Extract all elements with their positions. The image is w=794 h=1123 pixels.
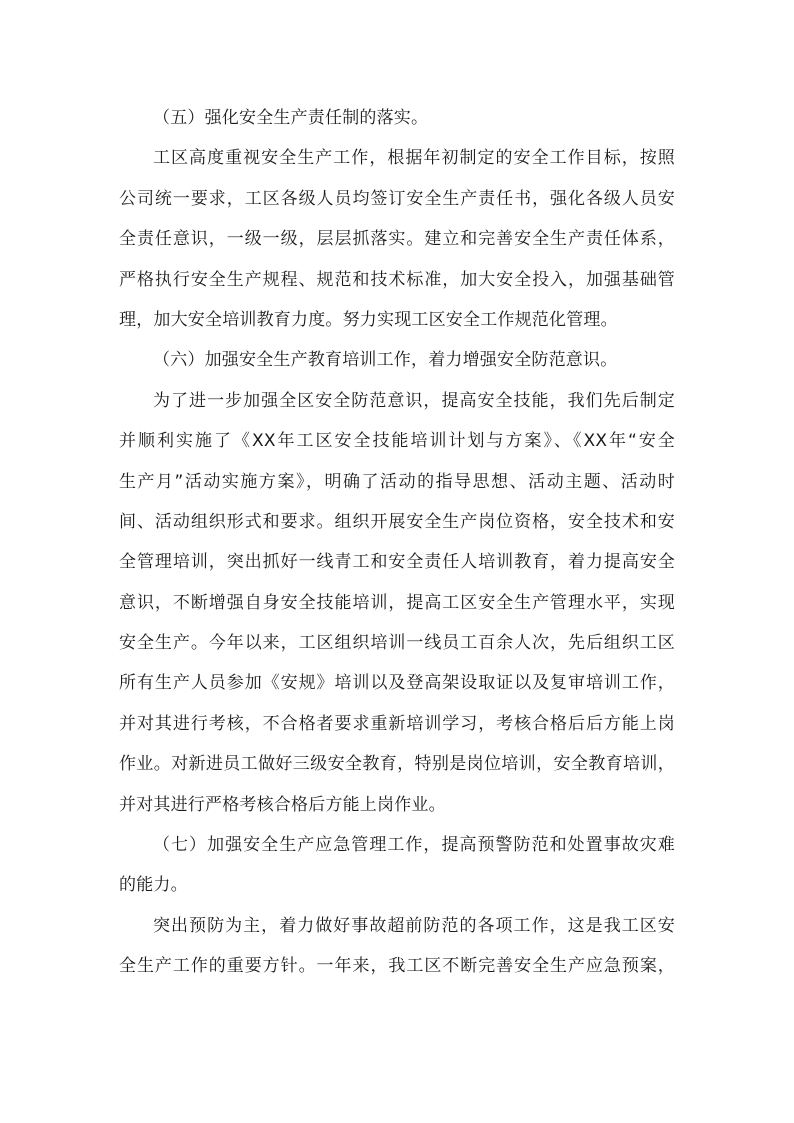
paragraph-line: 意识，不断增强自身安全技能培训，提高工区安全生产管理水平，实现	[119, 592, 675, 613]
paragraph-line: 理，加大安全培训教育力度。努力实现工区安全工作规范化管理。	[119, 309, 618, 330]
paragraph-line: 并顺利实施了《XX年工区安全技能培训计划与方案》、《XX年“安全	[119, 431, 675, 452]
paragraph-line: 全责任意识，一级一级，层层抓落实。建立和完善安全生产责任体系，	[119, 229, 675, 250]
paragraph-line: 安全生产。今年以来，工区组织培训一线员工百余人次，先后组织工区	[119, 633, 675, 654]
paragraph-line: 严格执行安全生产规程、规范和技术标准，加大安全投入，加强基础管	[119, 269, 675, 290]
paragraph-line: 全管理培训，突出抓好一线青工和安全责任人培训教育，着力提高安全	[119, 552, 675, 573]
paragraph-line: 为了进一步加强全区安全防范意识，提高安全技能，我们先后制定	[153, 390, 675, 411]
paragraph-line: 全生产工作的重要方针。一年来，我工区不断完善安全生产应急预案，	[119, 956, 675, 977]
paragraph-line: 间、活动组织形式和要求。组织开展安全生产岗位资格，安全技术和安	[119, 511, 675, 532]
paragraph-line: 作业。对新进员工做好三级安全教育，特别是岗位培训，安全教育培训，	[119, 754, 675, 775]
paragraph-line: 并对其进行考核，不合格者要求重新培训学习，考核合格后后方能上岗	[119, 713, 675, 734]
paragraph-line: 所有生产人员参加《安规》培训以及登高架设取证以及复审培训工作，	[119, 673, 675, 694]
paragraph-line: 突出预防为主，着力做好事故超前防范的各项工作，这是我工区安	[153, 915, 675, 936]
paragraph-line: 并对其进行严格考核合格后方能上岗作业。	[119, 794, 446, 815]
section-heading-7-continued: 的能力。	[119, 875, 188, 896]
document-page	[119, 98, 675, 987]
section-heading-5: （五）强化安全生产责任制的落实。	[153, 108, 429, 128]
section-heading-6: （六）加强安全生产教育培训工作，着力增强安全防范意识。	[153, 350, 618, 371]
paragraph-line: 公司统一要求，工区各级人员均签订安全生产责任书，强化各级人员安	[119, 188, 675, 209]
paragraph-line: 工区高度重视安全生产工作，根据年初制定的安全工作目标，按照	[153, 148, 675, 169]
section-heading-7: （七）加强安全生产应急管理工作，提高预警防范和处置事故灾难	[153, 835, 675, 856]
paragraph-line: 生产月”活动实施方案》，明确了活动的指导思想、活动主题、活动时	[119, 471, 675, 492]
